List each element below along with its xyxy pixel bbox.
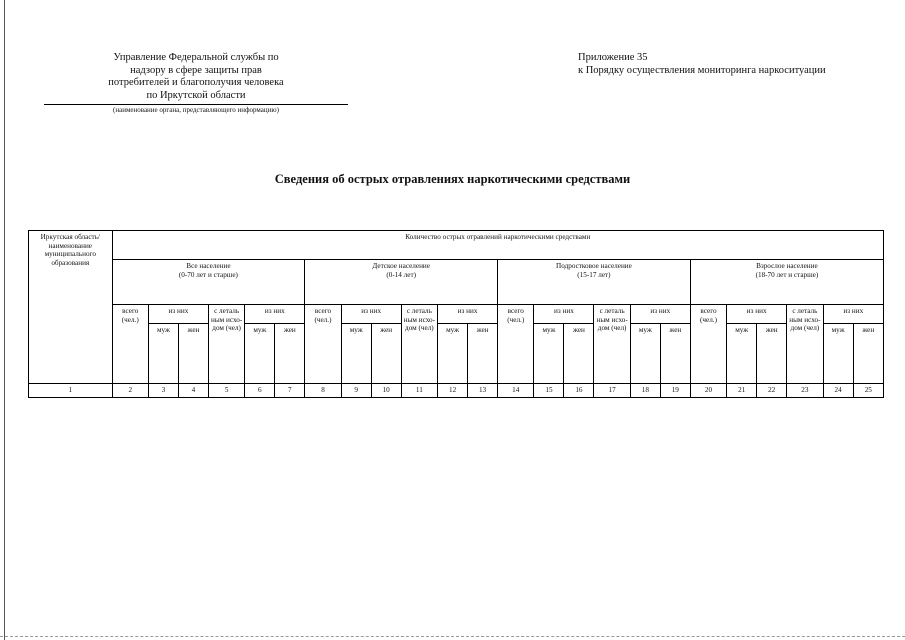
header-row-subcolumns (29, 305, 884, 324)
group-age-range: (18-70 лет и старше) (755, 270, 819, 279)
org-line: надзору в сфере защиты прав (130, 64, 262, 76)
column-number: 19 (660, 384, 690, 398)
column-number-row (29, 384, 884, 398)
group-name: Детское население (372, 262, 430, 270)
male-header: муж (245, 323, 275, 383)
group-age-range: (0-14 лет) (386, 270, 417, 279)
female-header: жен (660, 323, 690, 383)
population-group-header (305, 260, 498, 305)
document-title: Сведения об острых отравлениях наркотическими средствами (274, 172, 631, 186)
column-number: 5 (208, 384, 244, 398)
column-number: 17 (594, 384, 630, 398)
org-line: Управление Федеральной службы по (113, 52, 279, 63)
column-number: 15 (534, 384, 564, 398)
column-number: 2 (112, 384, 148, 398)
column-number: 13 (468, 384, 498, 398)
column-number: 14 (498, 384, 534, 398)
total-people-header: всего (чел.) (690, 305, 726, 384)
population-group-header (690, 260, 883, 305)
column-number: 10 (371, 384, 401, 398)
region-column-header: Иркутская область/ наименование муниципального образования (29, 231, 113, 384)
org-caption: (наименование органа, представляющего информацию) (44, 104, 348, 115)
of-them-header: из них (341, 305, 401, 324)
of-them-header: из них (438, 305, 498, 324)
column-number: 24 (823, 384, 853, 398)
female-header: жен (275, 323, 305, 383)
fatal-outcome-header: с леталь ным исхо- дом (чел) (594, 305, 630, 384)
header-row-sex (29, 323, 884, 383)
female-header: жен (757, 323, 787, 383)
total-people-header: всего (чел.) (498, 305, 534, 384)
column-number: 16 (564, 384, 594, 398)
male-header: муж (341, 323, 371, 383)
of-them-header: из них (148, 305, 208, 324)
group-name: Взрослое население (756, 262, 818, 270)
of-them-header: из них (823, 305, 883, 324)
header-row-main (29, 231, 884, 260)
male-header: муж (438, 323, 468, 383)
female-header: жен (371, 323, 401, 383)
column-number: 6 (245, 384, 275, 398)
fatal-outcome-header: с леталь ным исхо- дом (чел) (787, 305, 823, 384)
group-age-range: (15-17 лет) (577, 270, 611, 279)
group-name: Все население (186, 262, 231, 270)
of-them-header: из них (630, 305, 690, 324)
page-left-border (4, 0, 5, 640)
column-number: 12 (438, 384, 468, 398)
page-bottom-rule (0, 636, 905, 637)
female-header: жен (853, 323, 883, 383)
column-number: 25 (853, 384, 883, 398)
column-number: 4 (178, 384, 208, 398)
population-group-header (498, 260, 691, 305)
quantity-header: Количество острых отравлений наркотическими средствами (112, 231, 883, 260)
male-header: муж (534, 323, 564, 383)
column-number: 20 (690, 384, 726, 398)
annex-number: Приложение 35 (578, 52, 648, 63)
column-number: 8 (305, 384, 341, 398)
column-number: 11 (401, 384, 437, 398)
female-header: жен (468, 323, 498, 383)
female-header: жен (564, 323, 594, 383)
annex-header (578, 52, 826, 77)
of-them-header: из них (727, 305, 787, 324)
org-line: потребителей и благополучия человека (108, 77, 284, 88)
group-age-range: (0-70 лет и старше) (178, 270, 238, 279)
of-them-header: из них (534, 305, 594, 324)
group-name: Подростковое население (556, 262, 632, 270)
of-them-header: из них (245, 305, 305, 324)
male-header: муж (823, 323, 853, 383)
female-header: жен (178, 323, 208, 383)
total-people-header: всего (чел.) (305, 305, 341, 384)
total-people-header: всего (чел.) (112, 305, 148, 384)
column-number: 1 (29, 384, 113, 398)
org-line: по Иркутской области (146, 89, 246, 101)
male-header: муж (148, 323, 178, 383)
column-number: 9 (341, 384, 371, 398)
column-number: 21 (727, 384, 757, 398)
population-group-header (112, 260, 305, 305)
column-number: 18 (630, 384, 660, 398)
column-number: 23 (787, 384, 823, 398)
organization-header (44, 52, 348, 115)
annex-reference: к Порядку осуществления мониторинга наркоситуации (578, 64, 826, 76)
report-table (28, 230, 884, 398)
header-row-groups (29, 260, 884, 305)
fatal-outcome-header: с леталь ным исхо- дом (чел) (401, 305, 437, 384)
fatal-outcome-header: с леталь ным исхо- дом (чел) (208, 305, 244, 384)
male-header: муж (727, 323, 757, 383)
column-number: 7 (275, 384, 305, 398)
column-number: 3 (148, 384, 178, 398)
column-number: 22 (757, 384, 787, 398)
male-header: муж (630, 323, 660, 383)
